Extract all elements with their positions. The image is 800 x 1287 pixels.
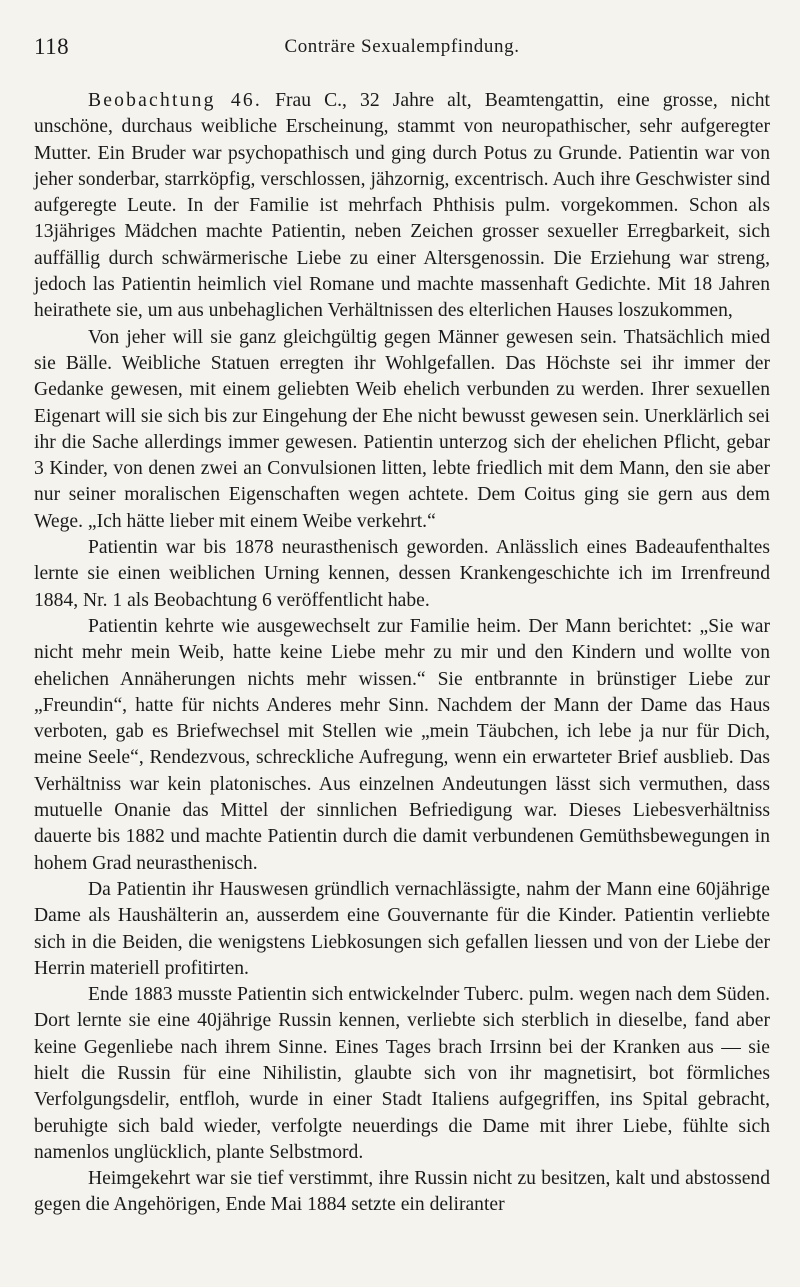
body-text — [34, 88, 770, 1219]
paragraph-text: Frau C., 32 Jahre alt, Beamtengattin, eine grosse, nicht unschöne, durchaus weibliche Erscheinung, stammt von neuropathischer, sehr aufgeregter Mutter. Ein Bruder war psychopathisch und ging durch Potus zu Grunde. Patientin war von jeher sonderbar, starrköpfig, verschlossen, jähzornig, excentrisch. Auch ihre Geschwister sind aufgeregte Leute. In der Familie ist mehrfach Phthisis pulm. vorgekommen. Schon als 13jähriges Mädchen machte Patientin, neben Zeichen grosser sexueller Erregbarkeit, sich auffällig durch schwärmerische Liebe zu einer Altersgenossin. Die Erziehung war streng, jedoch las Patientin heimlich viel Romane und machte massenhaft Gedichte. Mit 18 Jahren heirathete sie, um aus unbehaglichen Verhältnissen des elterlichen Hauses loszukommen, — [34, 90, 770, 322]
observation-heading: Beobachtung 46. — [88, 90, 262, 111]
paragraph-observation-46 — [34, 88, 770, 325]
page-header — [34, 30, 770, 70]
paragraph: Ende 1883 musste Patientin sich entwickelnder Tuberc. pulm. wegen nach dem Süden. Dort lernte sie eine 40jährige Russin kennen, verliebte sich sterblich in dieselbe, fand aber keine Gegenliebe nach ihrem Sinne. Eines Tages brach Irrsinn bei der Kranken aus — sie hielt die Russin für eine Nihilistin, glaubte sich von ihr magnetisirt, bot förmliches Verfolgungsdelir, entfloh, wurde in einer Stadt Italiens aufgegriffen, ins Spital gebracht, beruhigte sich bald wieder, verfolgte neuerdings die Dame mit ihrer Liebe, fühlte sich namenlos unglücklich, plante Selbstmord. — [34, 984, 770, 1163]
paragraph: Patientin kehrte wie ausgewechselt zur Familie heim. Der Mann berichtet: „Sie war nicht mehr mein Weib, hatte keine Liebe mehr zu mir und den Kindern und wollte von ehelichen Annäherungen nichts mehr wissen.“ Sie entbrannte in brünstiger Liebe zur „Freundin“, hatte für nichts Anderes mehr Sinn. Nachdem der Mann der Dame das Haus verboten, gab es Briefwechsel mit Stellen wie „mein Täubchen, ich lebe ja nur für Dich, meine Seele“, Rendezvous, schreckliche Aufregung, wenn ein erwarteter Brief ausblieb. Das Verhältniss war kein platonisches. Aus einzelnen Andeutungen lässt sich vermuthen, dass mutuelle Onanie das Mittel der sinnlichen Befriedigung war. Dieses Liebesverhältniss dauerte bis 1882 und machte Patientin durch die damit verbundenen Gemüthsbewegungen in hohem Grad neurasthenisch. — [34, 615, 770, 874]
running-title: Conträre Sexualempfindung. — [284, 36, 520, 57]
paragraph: Heimgekehrt war sie tief verstimmt, ihre Russin nicht zu besitzen, kalt und abstossend gegen die Angehörigen, Ende Mai 1884 setzte ein deliranter — [34, 1168, 770, 1216]
paragraph: Von jeher will sie ganz gleichgültig gegen Männer gewesen sein. Thatsächlich mied sie Bälle. Weibliche Statuen erregten ihr Wohlgefallen. Das Höchste sei ihr immer der Gedanke gewesen, mit einem geliebten Weib ehelich verbunden zu werden. Ihrer sexuellen Eigenart will sie sich bis zur Eingehung der Ehe nicht bewusst gewesen sein. Unerklärlich sei ihr die Sache allerdings immer gewesen. Patientin unterzog sich der ehelichen Pflicht, gebar 3 Kinder, von denen zwei an Convulsionen litten, lebte friedlich mit dem Mann, den sie aber nur seiner moralischen Eigenschaften wegen achtete. Dem Coitus ging sie gern aus dem Wege. „Ich hätte lieber mit einem Weibe verkehrt.“ — [34, 326, 770, 532]
paragraph: Patientin war bis 1878 neurasthenisch geworden. Anlässlich eines Badeaufenthaltes lernte sie einen weiblichen Urning kennen, dessen Krankengeschichte ich im Irrenfreund 1884, Nr. 1 als Beobachtung 6 veröffentlicht habe. — [34, 537, 770, 611]
paragraph: Da Patientin ihr Hauswesen gründlich vernachlässigte, nahm der Mann eine 60jährige Dame als Haushälterin an, ausserdem eine Gouvernante für die Kinder. Patientin verliebte sich in die Beiden, die wenigstens Liebkosungen sich gefallen liessen und von der Liebe der Herrin materiell profitirten. — [34, 878, 770, 979]
page-number: 118 — [34, 34, 70, 59]
